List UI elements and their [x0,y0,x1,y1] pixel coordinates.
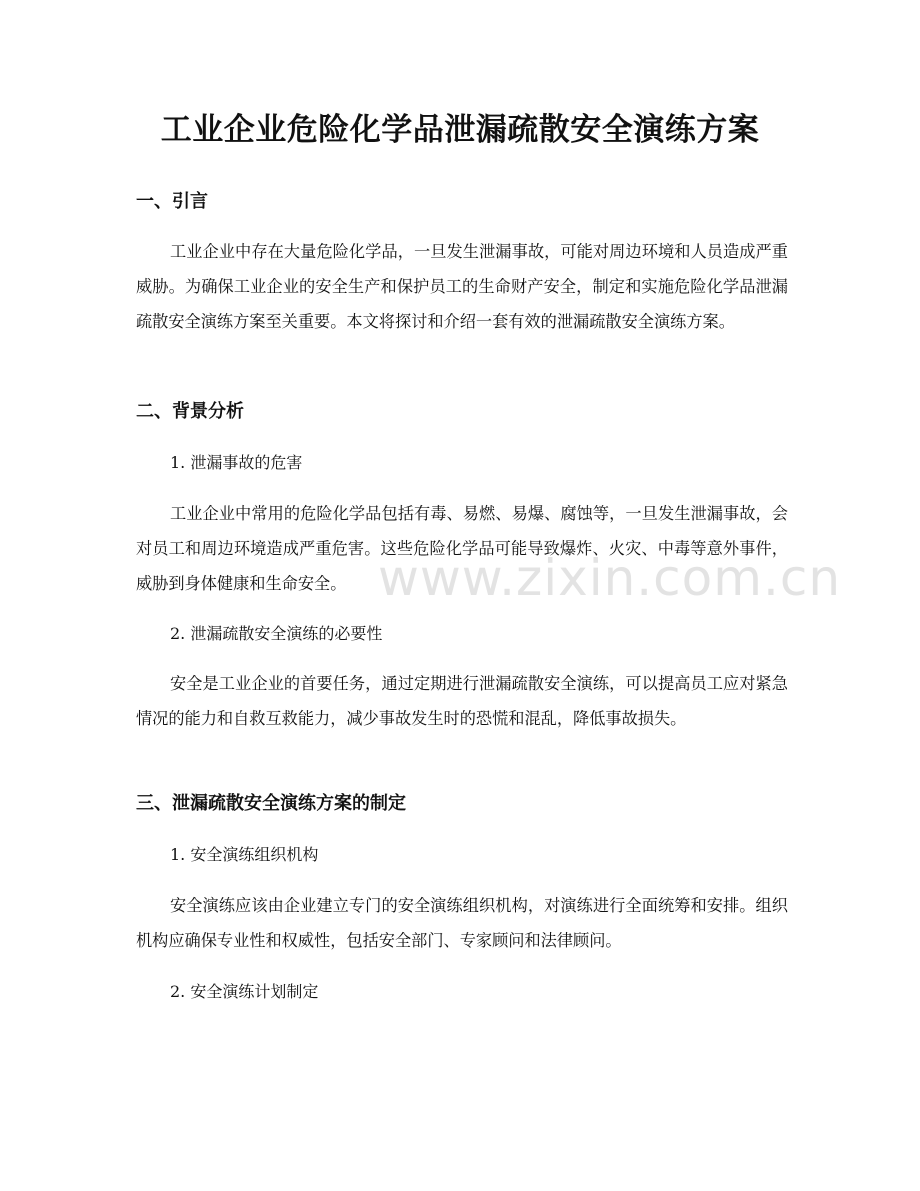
subheading-drill-schedule: 2. 安全演练计划制定 [170,982,319,1001]
subheading-leak-hazards: 1. 泄漏事故的危害 [170,453,303,472]
paragraph-organization: 安全演练应该由企业建立专门的安全演练组织机构，对演练进行全面统筹和安排。组织机构应确保专业性和权威性，包括安全部门、专家顾问和法律顾问。 [136,896,788,950]
subheading-organization: 1. 安全演练组织机构 [170,845,319,864]
paragraph-leak-hazards: 工业企业中常用的危险化学品包括有毒、易燃、易爆、腐蚀等，一旦发生泄漏事故，会对员工和周边环境造成严重危害。这些危险化学品可能导致爆炸、火灾、中毒等意外事件，威胁到身体健康和生命安全。 [136,504,788,593]
subheading-drill-necessity: 2. 泄漏疏散安全演练的必要性 [170,624,383,643]
section-heading-plan: 三、泄漏疏散安全演练方案的制定 [136,793,406,814]
document-title: 工业企业危险化学品泄漏疏散安全演练方案 [160,112,760,148]
watermark: www.zixin.com.cn [378,549,842,607]
section-heading-introduction: 一、引言 [136,191,208,212]
section-heading-background: 二、背景分析 [136,401,244,422]
paragraph-drill-necessity: 安全是工业企业的首要任务，通过定期进行泄漏疏散安全演练，可以提高员工应对紧急情况的能力和自救互救能力，减少事故发生时的恐慌和混乱，降低事故损失。 [136,674,788,728]
paragraph-introduction: 工业企业中存在大量危险化学品，一旦发生泄漏事故，可能对周边环境和人员造成严重威胁。为确保工业企业的安全生产和保护员工的生命财产安全，制定和实施危险化学品泄漏疏散安全演练方案至关重要。本文将探讨和介绍一套有效的泄漏疏散安全演练方案。 [136,242,788,331]
